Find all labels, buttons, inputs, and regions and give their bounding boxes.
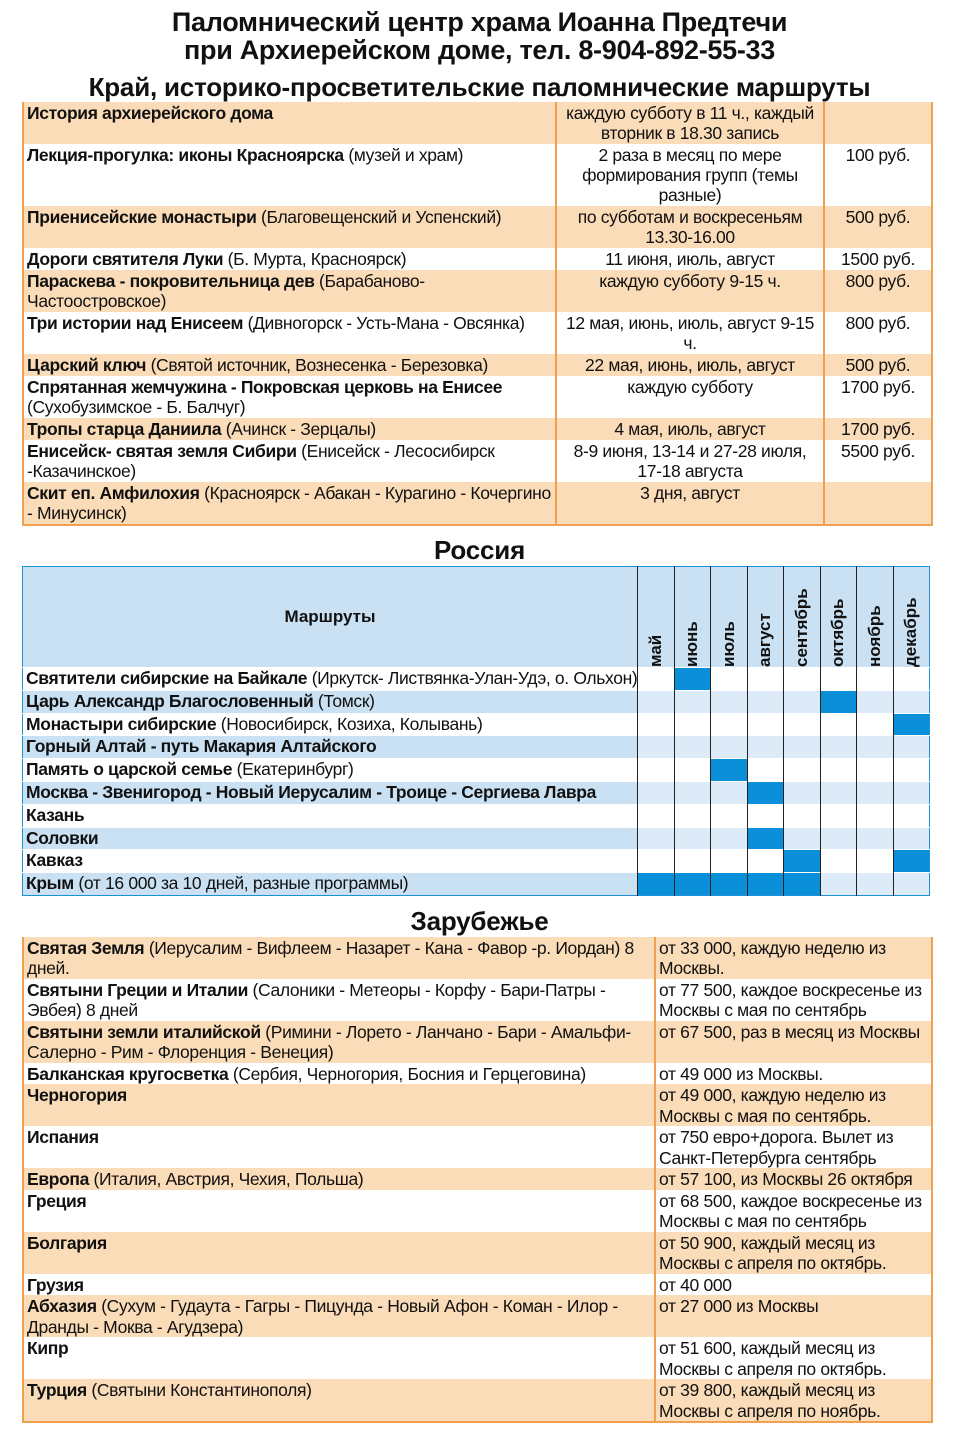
abroad-row: [23, 979, 932, 1021]
header-line-1: Паломнический центр храма Иоанна Предтечи: [171, 7, 788, 37]
russia-route-cell: [23, 873, 638, 896]
abroad-row: [23, 1190, 932, 1232]
month-cell: [747, 690, 784, 713]
month-cell: [638, 781, 675, 804]
route-detail: (Римини - Лорето - Ланчано - Бари - Амальфи- Салерно - Рим - Флоренция - Венеция): [27, 1021, 631, 1063]
kray-schedule-cell: 3 дня, август: [556, 482, 824, 525]
route-name: История архиерейского дома: [27, 103, 273, 123]
month-cell: [893, 804, 930, 827]
month-cell: [674, 736, 711, 759]
abroad-route-cell: [23, 1126, 655, 1168]
kray-row: [23, 102, 932, 144]
abroad-price-cell: от 49 000 из Москвы.: [655, 1063, 932, 1085]
month-cell: [711, 827, 748, 850]
month-header: [674, 567, 711, 668]
abroad-route-cell: [23, 1021, 655, 1063]
month-cell: [784, 690, 821, 713]
abroad-price-cell: от 57 100, из Москвы 26 октября: [655, 1168, 932, 1190]
kray-price-cell: 800 руб.: [824, 270, 932, 312]
kray-route-cell: [23, 248, 556, 270]
month-label-3: август: [755, 613, 775, 667]
russia-row: [23, 827, 930, 850]
month-cell: [674, 781, 711, 804]
route-detail: (музей и храм): [348, 145, 464, 165]
route-name: Царский ключ: [27, 355, 147, 375]
abroad-route-cell: [23, 1232, 655, 1274]
month-cell: [820, 827, 857, 850]
route-detail: (Б. Мурта, Красноярск): [227, 249, 407, 269]
header-line-2: при Архиерейском доме, тел. 8-904-892-55-33: [184, 35, 775, 65]
month-cell: [711, 850, 748, 873]
month-label-1: июнь: [682, 621, 702, 667]
kray-route-cell: [23, 270, 556, 312]
month-cell-active: [711, 873, 748, 896]
month-cell: [747, 713, 784, 736]
abroad-price-cell: от 50 900, каждый месяц из Москвы с апреля по октябрь.: [655, 1232, 932, 1274]
month-cell: [711, 736, 748, 759]
kray-row: [23, 144, 932, 206]
month-header: [857, 567, 894, 668]
abroad-route-cell: [23, 1190, 655, 1232]
month-cell: [820, 804, 857, 827]
route-name: Абхазия: [27, 1296, 97, 1317]
month-label-7: декабрь: [901, 597, 921, 667]
abroad-route-cell: [23, 1084, 655, 1126]
abroad-row: [23, 1168, 932, 1190]
abroad-price-cell: от 68 500, каждое воскресенье из Москвы с мая по сентябрь: [655, 1190, 932, 1232]
route-name: Приенисейские монастыри: [27, 207, 257, 227]
kray-price-cell: [824, 482, 932, 525]
route-name: Грузия: [27, 1274, 84, 1295]
month-cell: [857, 713, 894, 736]
kray-route-cell: [23, 376, 556, 418]
month-cell: [638, 668, 675, 691]
month-cell: [820, 668, 857, 691]
abroad-row: [23, 1274, 932, 1296]
abroad-row: [23, 1295, 932, 1337]
route-detail: (Новосибирск, Козиха, Колывань): [220, 713, 483, 734]
month-cell-active: [674, 668, 711, 691]
month-cell-active: [893, 713, 930, 736]
kray-schedule-cell: 11 июня, июль, август: [556, 248, 824, 270]
kray-price-cell: 1500 руб.: [824, 248, 932, 270]
route-detail: (Екатеринбург): [236, 759, 354, 780]
month-cell: [857, 736, 894, 759]
month-cell: [638, 827, 675, 850]
month-cell: [747, 668, 784, 691]
month-cell: [747, 850, 784, 873]
russia-row: [23, 850, 930, 873]
month-header: [820, 567, 857, 668]
route-name: Монастыри сибирские: [26, 713, 217, 734]
kray-route-cell: [23, 144, 556, 206]
kray-section-title: Край, историко-просветительские паломнические маршруты: [88, 72, 871, 102]
russia-route-cell: [23, 713, 638, 736]
route-detail: (Ачинск - Зерцалы): [225, 419, 376, 439]
route-detail: (Сербия, Черногория, Босния и Герцеговина): [232, 1063, 586, 1084]
russia-row: [23, 736, 930, 759]
kray-route-cell: [23, 418, 556, 440]
page-header: [0, 0, 959, 64]
route-name: Скит еп. Амфилохия: [27, 483, 200, 503]
route-detail: (Томск): [317, 690, 375, 711]
month-cell: [674, 804, 711, 827]
kray-schedule-cell: 8-9 июня, 13-14 и 27-28 июля, 17-18 августа: [556, 440, 824, 482]
kray-schedule-cell: 22 мая, июнь, июль, август: [556, 354, 824, 376]
kray-row: [23, 270, 932, 312]
month-cell: [857, 668, 894, 691]
route-name: Енисейск- святая земля Сибири: [27, 441, 297, 461]
route-name: Святая Земля: [27, 937, 145, 958]
abroad-row: [23, 1126, 932, 1168]
month-cell: [711, 690, 748, 713]
route-name: Черногория: [27, 1085, 127, 1106]
kray-route-cell: [23, 206, 556, 248]
month-cell: [893, 873, 930, 896]
kray-route-cell: [23, 440, 556, 482]
month-cell: [893, 759, 930, 782]
abroad-route-cell: [23, 1063, 655, 1085]
kray-price-cell: 100 руб.: [824, 144, 932, 206]
month-label-4: сентябрь: [791, 588, 811, 667]
month-cell: [820, 736, 857, 759]
month-cell: [820, 850, 857, 873]
route-name: Параскева - покровительница дев: [27, 271, 315, 291]
abroad-price-cell: от 40 000: [655, 1274, 932, 1296]
russia-row: [23, 668, 930, 691]
route-detail: (Салоники - Метеоры - Корфу - Бари-Патры - Эвбея) 8 дней: [27, 979, 606, 1021]
route-detail: (Иерусалим - Вифлеем - Назарет - Кана - Фавор -р. Иордан) 8 дней.: [27, 937, 634, 979]
month-header: [784, 567, 821, 668]
month-header: [711, 567, 748, 668]
kray-row: [23, 440, 932, 482]
kray-schedule-cell: 2 раза в месяц по мере формирования групп (темы разные): [556, 144, 824, 206]
month-cell: [893, 668, 930, 691]
abroad-route-cell: [23, 1168, 655, 1190]
russia-section-title: Россия: [433, 535, 526, 565]
month-cell: [820, 781, 857, 804]
russia-route-cell: [23, 759, 638, 782]
month-cell-active: [747, 873, 784, 896]
month-cell-active: [747, 781, 784, 804]
month-cell: [638, 850, 675, 873]
month-cell: [638, 759, 675, 782]
kray-price-cell: 500 руб.: [824, 354, 932, 376]
abroad-row: [23, 1084, 932, 1126]
russia-row: [23, 713, 930, 736]
route-detail: (Благовещенский и Успенский): [261, 207, 502, 227]
month-cell: [893, 781, 930, 804]
month-header: [893, 567, 930, 668]
month-cell: [711, 713, 748, 736]
route-name: Три истории над Енисеем: [27, 313, 244, 333]
month-cell: [638, 713, 675, 736]
month-cell: [711, 804, 748, 827]
route-name: Греция: [27, 1190, 87, 1211]
route-name: Испания: [27, 1127, 99, 1148]
month-header: [638, 567, 675, 668]
kray-price-cell: 1700 руб.: [824, 418, 932, 440]
russia-row: [23, 804, 930, 827]
russia-route-cell: [23, 804, 638, 827]
abroad-price-cell: от 39 800, каждый месяц из Москвы с апреля по ноябрь.: [655, 1379, 932, 1422]
kray-route-cell: [23, 312, 556, 354]
month-cell: [711, 668, 748, 691]
month-header: [747, 567, 784, 668]
russia-route-cell: [23, 850, 638, 873]
route-name: Кипр: [27, 1338, 69, 1359]
abroad-route-cell: [23, 1274, 655, 1296]
kray-row: [23, 418, 932, 440]
abroad-row: [23, 1337, 932, 1379]
month-cell: [893, 827, 930, 850]
abroad-row: [23, 1021, 932, 1063]
month-cell: [857, 781, 894, 804]
route-name: Память о царской семье: [26, 759, 233, 780]
month-cell: [857, 850, 894, 873]
kray-schedule-cell: каждую субботу 9-15 ч.: [556, 270, 824, 312]
month-cell: [638, 804, 675, 827]
route-name: Святители сибирские на Байкале: [26, 668, 308, 688]
kray-routes-table: [22, 102, 933, 526]
month-cell: [674, 827, 711, 850]
abroad-price-cell: от 33 000, каждую неделю из Москвы.: [655, 937, 932, 979]
kray-price-cell: [824, 102, 932, 144]
route-name: Европа: [27, 1169, 90, 1190]
route-name: Турция: [27, 1380, 87, 1401]
kray-price-cell: 1700 руб.: [824, 376, 932, 418]
abroad-price-cell: от 51 600, каждый месяц из Москвы с апреля по октябрь.: [655, 1337, 932, 1379]
russia-row: [23, 759, 930, 782]
kray-route-cell: [23, 102, 556, 144]
month-cell: [820, 713, 857, 736]
month-cell-active: [820, 690, 857, 713]
kray-schedule-cell: каждую субботу в 11 ч., каждый вторник в 18.30 запись: [556, 102, 824, 144]
abroad-price-cell: от 77 500, каждое воскресенье из Москвы с мая по сентябрь: [655, 979, 932, 1021]
abroad-row: [23, 1379, 932, 1422]
month-cell-active: [784, 873, 821, 896]
russia-routes-table: [22, 566, 930, 896]
route-detail: (Енисейск - Лесосибирск -Казачинское): [27, 441, 495, 481]
month-cell-active: [893, 850, 930, 873]
route-name: Балканская кругосветка: [27, 1063, 229, 1084]
month-cell-active: [711, 759, 748, 782]
month-cell: [893, 736, 930, 759]
kray-row: [23, 248, 932, 270]
month-cell: [857, 759, 894, 782]
route-name: Святыни Греции и Италии: [27, 979, 248, 1000]
route-detail: (Иркутск- Листвянка-Улан-Удэ, о. Ольхон): [311, 668, 638, 688]
route-detail: (Барабаново- Частоостровское): [27, 271, 425, 311]
month-label-5: октябрь: [828, 598, 848, 667]
kray-price-cell: 800 руб.: [824, 312, 932, 354]
month-cell: [857, 804, 894, 827]
month-cell: [820, 873, 857, 896]
month-cell: [784, 781, 821, 804]
month-cell: [784, 736, 821, 759]
month-cell: [674, 850, 711, 873]
abroad-route-cell: [23, 1295, 655, 1337]
kray-schedule-cell: 4 мая, июль, август: [556, 418, 824, 440]
kray-row: [23, 312, 932, 354]
month-label-0: май: [645, 634, 665, 667]
month-cell: [784, 759, 821, 782]
month-cell: [784, 827, 821, 850]
month-cell: [638, 736, 675, 759]
month-cell: [820, 759, 857, 782]
abroad-route-cell: [23, 979, 655, 1021]
month-cell: [747, 736, 784, 759]
month-cell-active: [784, 850, 821, 873]
month-cell: [784, 713, 821, 736]
abroad-section-title: Зарубежье: [410, 905, 549, 936]
route-detail: (Святыни Константинополя): [91, 1380, 312, 1401]
month-label-2: июль: [718, 621, 738, 667]
month-cell: [857, 690, 894, 713]
month-label-6: ноябрь: [864, 605, 884, 667]
month-cell-active: [638, 873, 675, 896]
route-name: Дороги святителя Луки: [27, 249, 224, 269]
russia-route-cell: [23, 736, 638, 759]
russia-row: [23, 781, 930, 804]
routes-column-header: Маршруты: [23, 567, 638, 668]
route-name: Святыни земли италийской: [27, 1021, 261, 1042]
route-detail: (Сухобузимское - Б. Балчуг): [27, 397, 246, 417]
abroad-price-cell: от 49 000, каждую неделю из Москвы с мая по сентябрь.: [655, 1084, 932, 1126]
month-cell-active: [674, 873, 711, 896]
abroad-price-cell: от 67 500, раз в месяц из Москвы: [655, 1021, 932, 1063]
abroad-price-cell: от 27 000 из Москвы: [655, 1295, 932, 1337]
route-name: Царь Александр Благословенный: [26, 690, 314, 711]
month-cell: [857, 873, 894, 896]
abroad-route-cell: [23, 937, 655, 979]
month-cell: [711, 781, 748, 804]
route-detail: (Италия, Австрия, Чехия, Польша): [93, 1169, 364, 1190]
route-detail: (Сухум - Гудаута - Гагры - Пицунда - Новый Афон - Коман - Илор - Дранды - Моква - Агудзера): [27, 1296, 618, 1337]
month-cell: [893, 690, 930, 713]
russia-route-cell: [23, 668, 638, 691]
route-name: Болгария: [27, 1232, 107, 1253]
kray-row: [23, 354, 932, 376]
abroad-row: [23, 937, 932, 979]
route-name: Горный Алтай - путь Макария Алтайского: [26, 736, 377, 757]
month-cell: [747, 759, 784, 782]
route-name: Казань: [26, 804, 85, 825]
month-cell: [674, 759, 711, 782]
abroad-routes-table: [22, 937, 933, 1424]
route-detail: (Красноярск - Абакан - Курагино - Кочергино - Минусинск): [27, 483, 551, 523]
month-cell-active: [747, 827, 784, 850]
route-detail: (Дивногорск - Усть-Мана - Овсянка): [247, 313, 525, 333]
route-name: Тропы старца Даниила: [27, 419, 222, 439]
month-cell: [857, 827, 894, 850]
route-name: Соловки: [26, 827, 99, 848]
route-detail: (от 16 000 за 10 дней, разные программы): [78, 873, 409, 894]
route-detail: (Святой источник, Вознесенка - Березовка): [150, 355, 488, 375]
month-cell: [784, 804, 821, 827]
kray-route-cell: [23, 354, 556, 376]
kray-row: [23, 376, 932, 418]
month-cell: [784, 668, 821, 691]
abroad-row: [23, 1063, 932, 1085]
abroad-row: [23, 1232, 932, 1274]
kray-route-cell: [23, 482, 556, 525]
russia-route-cell: [23, 781, 638, 804]
abroad-route-cell: [23, 1337, 655, 1379]
kray-schedule-cell: каждую субботу: [556, 376, 824, 418]
kray-schedule-cell: по субботам и воскресеньям 13.30-16.00: [556, 206, 824, 248]
kray-price-cell: 500 руб.: [824, 206, 932, 248]
kray-price-cell: 5500 руб.: [824, 440, 932, 482]
route-name: Москва - Звенигород - Новый Иерусалим - Троице - Сергиева Лавра: [26, 781, 596, 802]
russia-route-cell: [23, 827, 638, 850]
kray-row: [23, 206, 932, 248]
route-name: Лекция-прогулка: иконы Красноярска: [27, 145, 344, 165]
month-cell: [638, 690, 675, 713]
month-cell: [674, 690, 711, 713]
abroad-price-cell: от 750 евро+дорога. Вылет из Санкт-Петербурга сентябрь: [655, 1126, 932, 1168]
russia-row: [23, 873, 930, 896]
kray-schedule-cell: 12 мая, июнь, июль, август 9-15 ч.: [556, 312, 824, 354]
abroad-route-cell: [23, 1379, 655, 1422]
month-cell: [674, 713, 711, 736]
route-name: Спрятанная жемчужина - Покровская церковь на Енисее: [27, 377, 503, 397]
kray-row: [23, 482, 932, 525]
russia-route-cell: [23, 690, 638, 713]
month-cell: [747, 804, 784, 827]
russia-row: [23, 690, 930, 713]
route-name: Кавказ: [26, 850, 83, 871]
route-name: Крым: [26, 873, 74, 894]
